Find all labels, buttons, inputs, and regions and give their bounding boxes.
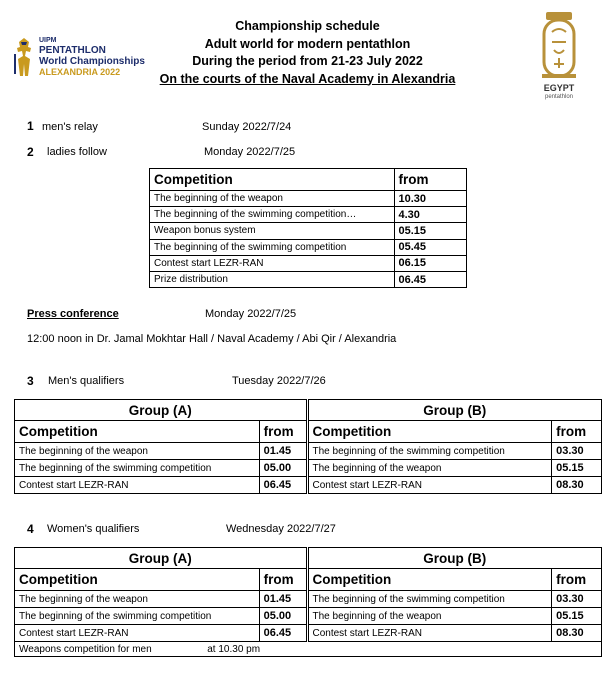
- table-row: [150, 191, 467, 207]
- pharaoh-figure-icon: [12, 36, 36, 78]
- item-number: 4: [27, 522, 34, 536]
- time-cell: 06.15: [394, 255, 467, 271]
- group-header-row: [15, 400, 602, 421]
- table-row: [15, 460, 602, 477]
- competition-cell: The beginning of the weapon: [15, 443, 260, 460]
- table-row: [15, 608, 602, 625]
- group-a-heading: Group (A): [15, 548, 308, 569]
- table-row: [15, 477, 602, 494]
- time-cell: 08.30: [552, 477, 602, 494]
- time-cell: 08.30: [552, 625, 602, 642]
- logo-line-uipm: UIPM: [39, 37, 57, 44]
- competition-cell: Contest start LEZR-RAN: [307, 625, 552, 642]
- item-1-date: Sunday 2022/7/24: [202, 121, 292, 133]
- competition-cell: Contest start LEZR-RAN: [307, 477, 552, 494]
- table-row: [150, 255, 467, 271]
- schedule-item-4: [27, 522, 34, 537]
- ladies-schedule-table: [149, 168, 467, 288]
- time-cell: 4.30: [394, 207, 467, 223]
- competition-cell: Contest start LEZR-RAN: [15, 625, 260, 642]
- time-cell: 05.15: [552, 460, 602, 477]
- press-conference-date: Monday 2022/7/25: [205, 308, 297, 320]
- table-header-row: [15, 569, 602, 591]
- time-cell: 10.30: [394, 191, 467, 207]
- press-conference-label: Press conference: [27, 308, 119, 320]
- competition-cell: Contest start LEZR-RAN: [15, 477, 260, 494]
- title-line-4: On the courts of the Naval Academy in Alexandria: [159, 71, 456, 86]
- header-competition: Competition: [15, 421, 260, 443]
- competition-cell: The beginning of the weapon: [307, 460, 552, 477]
- header-from: from: [259, 569, 307, 591]
- press-conference-venue: 12:00 noon in Dr. Jamal Mokhtar Hall / Naval Academy / Abi Qir / Alexandria: [27, 333, 397, 345]
- table-row: [15, 625, 602, 642]
- schedule-item-3: [27, 374, 34, 389]
- item-2-date: Monday 2022/7/25: [204, 146, 296, 158]
- header-competition: Competition: [15, 569, 260, 591]
- logo-egypt-text: EGYPT: [543, 83, 575, 93]
- logo-line-alexandria: ALEXANDRIA 2022: [39, 67, 121, 77]
- time-cell: 01.45: [259, 591, 307, 608]
- egypt-pentathlon-logo: [528, 10, 590, 102]
- note-cell: [15, 642, 602, 657]
- time-cell: 05.00: [259, 608, 307, 625]
- logo-pentathlon-text: pentathlon: [544, 94, 574, 100]
- competition-cell: The beginning of the swimming competition: [307, 591, 552, 608]
- time-cell: 06.45: [394, 271, 467, 287]
- item-1-event: men's relay: [42, 121, 98, 133]
- competition-cell: Weapon bonus system: [150, 223, 395, 239]
- header-from: from: [552, 421, 602, 443]
- item-4-event: Women's qualifiers: [47, 523, 140, 535]
- item-number: 2: [27, 145, 34, 159]
- table-row: [15, 443, 602, 460]
- logo-line-world-championships: World Championships: [39, 56, 145, 67]
- item-number: 3: [27, 374, 34, 388]
- title-line-2: Adult world for modern pentathlon: [204, 36, 411, 51]
- competition-cell: The beginning of the swimming competition: [307, 443, 552, 460]
- time-cell: 05.15: [552, 608, 602, 625]
- group-b-heading: Group (B): [307, 400, 602, 421]
- table-row: [150, 207, 467, 223]
- document-title: [130, 18, 485, 88]
- title-line-1: Championship schedule: [235, 19, 380, 33]
- cartouche-icon: [528, 10, 590, 82]
- competition-cell: The beginning of the weapon: [307, 608, 552, 625]
- time-cell: 03.30: [552, 443, 602, 460]
- item-4-date: Wednesday 2022/7/27: [226, 523, 336, 535]
- schedule-item-2: [27, 145, 34, 160]
- competition-cell: The beginning of the weapon: [15, 591, 260, 608]
- competition-cell: The beginning of the swimming competition…: [150, 207, 395, 223]
- title-line-3: During the period from 21-23 July 2022: [192, 54, 423, 68]
- group-b-heading: Group (B): [307, 548, 602, 569]
- time-cell: 06.45: [259, 477, 307, 494]
- competition-cell: Prize distribution: [150, 271, 395, 287]
- group-a-heading: Group (A): [15, 400, 308, 421]
- men-qualifiers-table: [14, 399, 602, 494]
- time-cell: 06.45: [259, 625, 307, 642]
- note-text: Weapons competition for men: [19, 643, 152, 655]
- table-row: [150, 271, 467, 287]
- competition-cell: Contest start LEZR-RAN: [150, 255, 395, 271]
- header-from: from: [552, 569, 602, 591]
- item-number: 1: [27, 119, 34, 133]
- competition-cell: The beginning of the weapon: [150, 191, 395, 207]
- item-3-date: Tuesday 2022/7/26: [232, 375, 326, 387]
- competition-cell: The beginning of the swimming competition: [15, 608, 260, 625]
- table-row: [150, 239, 467, 255]
- women-qualifiers-table: [14, 547, 602, 657]
- header-competition: Competition: [307, 569, 552, 591]
- time-cell: 05.45: [394, 239, 467, 255]
- schedule-item-1: [27, 119, 34, 134]
- table-row: [150, 223, 467, 239]
- time-cell: 05.15: [394, 223, 467, 239]
- table-header-row: [150, 169, 467, 191]
- group-header-row: [15, 548, 602, 569]
- table-note-row: [15, 642, 602, 657]
- table-row: [15, 591, 602, 608]
- item-2-event: ladies follow: [47, 146, 107, 158]
- time-cell: 01.45: [259, 443, 307, 460]
- competition-cell: The beginning of the swimming competition: [150, 239, 395, 255]
- header-from: from: [394, 169, 467, 191]
- header-competition: Competition: [150, 169, 395, 191]
- time-cell: 03.30: [552, 591, 602, 608]
- item-3-event: Men's qualifiers: [48, 375, 125, 387]
- header-from: from: [259, 421, 307, 443]
- table-header-row: [15, 421, 602, 443]
- note-time: at 10.30 pm: [207, 643, 261, 655]
- time-cell: 05.00: [259, 460, 307, 477]
- logo-line-pentathlon: PENTATHLON: [39, 45, 106, 56]
- header-competition: Competition: [307, 421, 552, 443]
- competition-cell: The beginning of the swimming competition: [15, 460, 260, 477]
